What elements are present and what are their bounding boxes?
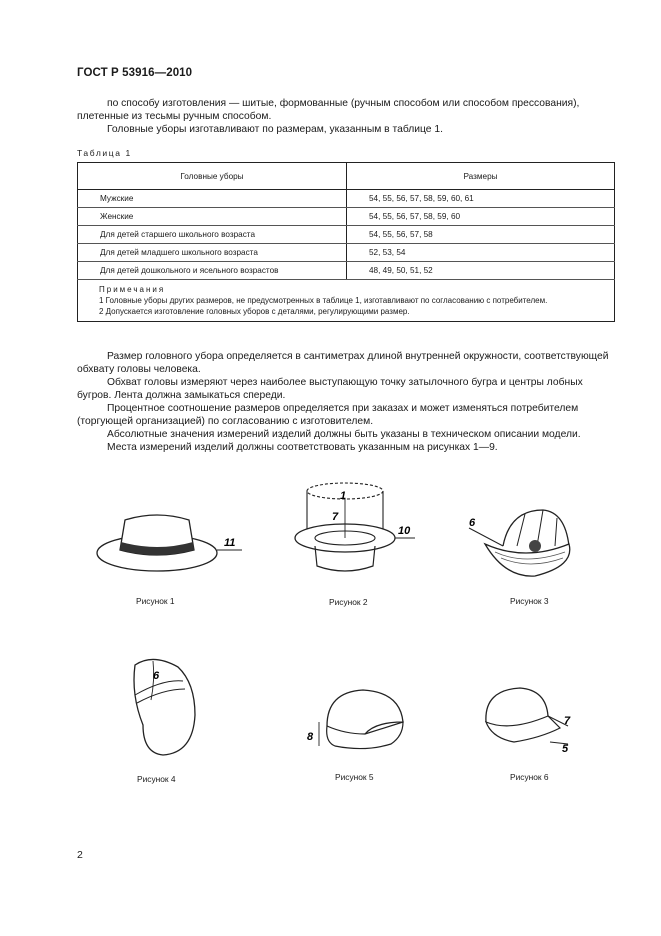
figure-6-caption: Рисунок 6 [510, 772, 549, 782]
table-row [78, 190, 615, 208]
figure-2-side-label: 7 [332, 511, 339, 523]
table-header-row [78, 163, 615, 190]
row-item: Для детей младшего школьного возраста [78, 244, 347, 262]
note-1: 1 Головные уборы других размеров, не предусмотренных в таблице 1, изготавливают по согласованию с потребителем. [99, 296, 548, 305]
figure-4-hat-illustration [123, 655, 213, 765]
figure-2-brim-label: 10 [398, 525, 411, 537]
row-sizes: 54, 55, 56, 57, 58 [347, 226, 615, 244]
body-paragraph-5: Места измерений изделий должны соответствовать указанным на рисунках 1—9. [107, 442, 498, 453]
row-sizes: 54, 55, 56, 57, 58, 59, 60, 61 [347, 190, 615, 208]
body-paragraph-3: Процентное соотношение размеров определяется при заказах и может изменяться потребителем (торгующей организацией) по согласованию с изготовителем. [77, 403, 579, 427]
table-row [78, 208, 615, 226]
figure-6-label-a: 7 [564, 715, 571, 727]
figure-2-hat-illustration [290, 478, 430, 588]
body-paragraph-4: Абсолютные значения измерений изделий должны быть указаны в техническом описании модели. [107, 429, 581, 440]
figure-5-label: 8 [307, 731, 314, 743]
figure-1-caption: Рисунок 1 [136, 596, 175, 606]
document-header: ГОСТ Р 53916—2010 [77, 67, 193, 79]
row-item: Мужские [78, 190, 347, 208]
figure-3-caption: Рисунок 3 [510, 596, 549, 606]
figure-5-caption: Рисунок 5 [335, 772, 374, 782]
table-row [78, 262, 615, 280]
figure-6-label-b: 5 [562, 743, 569, 755]
row-sizes: 54, 55, 56, 57, 58, 59, 60 [347, 208, 615, 226]
row-item: Для детей старшего школьного возраста [78, 226, 347, 244]
figure-2-top-label: 1 [340, 490, 347, 502]
intro-paragraph-2: Головные уборы изготавливают по размерам, указанным в таблице 1. [107, 124, 443, 135]
table-caption: Таблица 1 [77, 148, 132, 158]
note-2: 2 Допускается изготовление головных уборов с деталями, регулирующими размер. [99, 307, 410, 316]
table-notes-row [78, 280, 615, 322]
column-header-headwear: Головные уборы [78, 163, 347, 190]
figure-1-hat-illustration [92, 508, 242, 588]
figure-4-label: 6 [153, 670, 160, 682]
row-sizes: 48, 49, 50, 51, 52 [347, 262, 615, 280]
page-number: 2 [77, 849, 83, 861]
figure-5-hat-illustration [305, 688, 415, 763]
intro-paragraph-1: по способу изготовления — шитые, формованные (ручным способом или способом прессования), плетенные из тесьмы ручным способом. [77, 98, 580, 122]
figure-1-label: 11 [224, 537, 236, 549]
figure-3-hat-illustration [465, 506, 585, 586]
figure-6-hat-illustration [480, 686, 590, 766]
figure-2-caption: Рисунок 2 [329, 597, 368, 607]
row-item: Женские [78, 208, 347, 226]
row-item: Для детей дошкольного и ясельного возрастов [78, 262, 347, 280]
table-notes [78, 280, 615, 322]
column-header-sizes: Размеры [347, 163, 615, 190]
body-paragraph-1: Размер головного убора определяется в сантиметрах длиной внутренней окружности, соответствующей обхвату головы человека. [77, 351, 609, 375]
body-paragraph-2: Обхват головы измеряют через наиболее выступающую точку затылочного бугра и центры лобных бугров. Лента должна замыкаться спереди. [77, 377, 583, 401]
figure-3-label: 6 [469, 517, 476, 529]
table-row [78, 244, 615, 262]
row-sizes: 52, 53, 54 [347, 244, 615, 262]
notes-title: Примечания [99, 285, 166, 294]
sizes-table [77, 162, 615, 322]
table-row [78, 226, 615, 244]
figure-4-caption: Рисунок 4 [137, 774, 176, 784]
